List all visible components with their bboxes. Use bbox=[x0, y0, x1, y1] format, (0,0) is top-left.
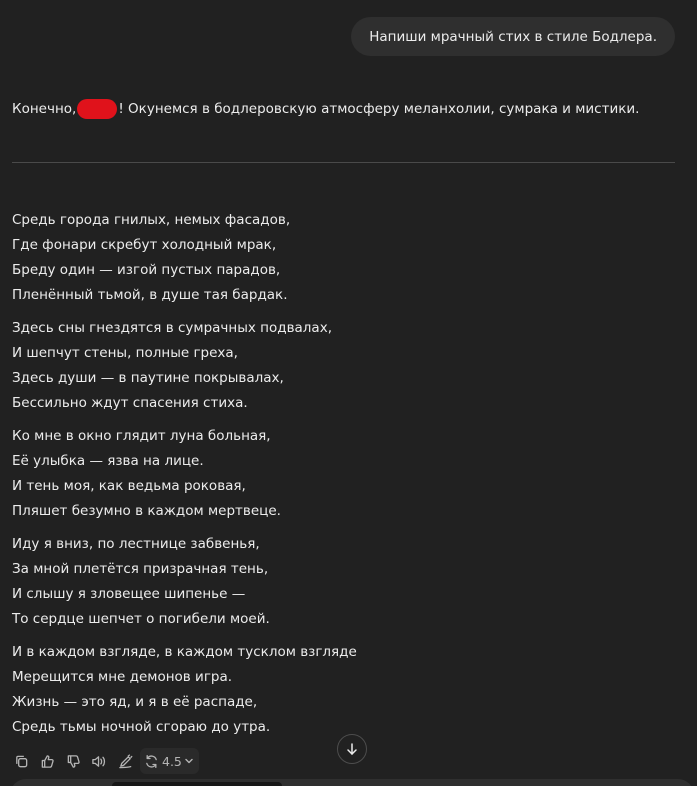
poem-line: Её улыбка — язва на лице. bbox=[12, 453, 204, 469]
poem-line: Здесь души — в паутине покрывалах, bbox=[12, 370, 284, 386]
poem-line: Средь тьмы ночной сгораю до утра. bbox=[12, 719, 271, 735]
regenerate-icon bbox=[144, 754, 159, 769]
copy-icon bbox=[14, 754, 29, 769]
scroll-to-bottom-button[interactable] bbox=[337, 734, 367, 764]
poem-line: Мерещится мне демонов игра. bbox=[12, 669, 233, 685]
message-actions bbox=[8, 748, 199, 774]
user-message-text: Напиши мрачный стих в стиле Бодлера. bbox=[369, 28, 657, 45]
regenerate-model-button[interactable] bbox=[140, 748, 199, 774]
poem-line: Бессильно ждут спасения стиха. bbox=[12, 395, 248, 411]
poem-line: И тень моя, как ведьма роковая, bbox=[12, 478, 246, 494]
bad-response-button[interactable] bbox=[60, 748, 86, 774]
poem-line: Бреду один — изгой пустых парадов, bbox=[12, 262, 281, 278]
thumbs-up-icon bbox=[40, 754, 55, 769]
copy-button[interactable] bbox=[8, 748, 34, 774]
poem-line: За мной плетётся призрачная тень, bbox=[12, 561, 269, 577]
arrow-down-icon bbox=[345, 742, 359, 756]
poem-line: Жизнь — это яд, и я в её распаде, bbox=[12, 694, 258, 710]
poem-stanza bbox=[12, 316, 332, 416]
poem-line: Здесь сны гнездятся в сумрачных подвалах, bbox=[12, 320, 332, 336]
edit-in-canvas-button[interactable] bbox=[112, 748, 138, 774]
read-aloud-icon bbox=[91, 754, 107, 769]
poem-line: Пляшет безумно в каждом мертвеце. bbox=[12, 503, 281, 519]
chevron-down-icon bbox=[184, 756, 194, 766]
redacted-name bbox=[77, 99, 117, 119]
poem-line: И в каждом взгляде, в каждом тусклом взгляде bbox=[12, 644, 357, 660]
poem-line: Где фонари скребут холодный мрак, bbox=[12, 237, 277, 253]
poem-line: Иду я вниз, по лестнице забвенья, bbox=[12, 536, 260, 552]
poem-stanza bbox=[12, 424, 281, 524]
good-response-button[interactable] bbox=[34, 748, 60, 774]
poem-line: Ко мне в окно глядит луна больная, bbox=[12, 428, 271, 444]
poem-line: И слышу я зловещее шипенье — bbox=[12, 586, 246, 602]
read-aloud-button[interactable] bbox=[86, 748, 112, 774]
thumbs-down-icon bbox=[66, 754, 81, 769]
poem-stanza bbox=[12, 208, 290, 308]
poem-stanza bbox=[12, 532, 270, 632]
poem-stanza bbox=[12, 640, 357, 740]
divider bbox=[12, 162, 675, 163]
assistant-intro bbox=[12, 99, 639, 119]
user-message-bubble bbox=[351, 17, 675, 56]
poem-line: Пленённый тьмой, в душе тая бардак. bbox=[12, 287, 288, 303]
poem-line: То сердце шепчет о погибели моей. bbox=[12, 611, 270, 627]
poem-line: Средь города гнилых, немых фасадов, bbox=[12, 212, 291, 228]
intro-text-end: ! Окунемся в бодлеровскую атмосферу меланхолии, сумрака и мистики. bbox=[118, 101, 640, 117]
model-version-label: 4.5 bbox=[162, 753, 182, 769]
intro-text-start: Конечно, bbox=[12, 101, 77, 117]
edit-in-canvas-icon bbox=[118, 754, 133, 769]
poem-line: И шепчут стены, полные греха, bbox=[12, 345, 238, 361]
composer-edge bbox=[112, 782, 282, 786]
